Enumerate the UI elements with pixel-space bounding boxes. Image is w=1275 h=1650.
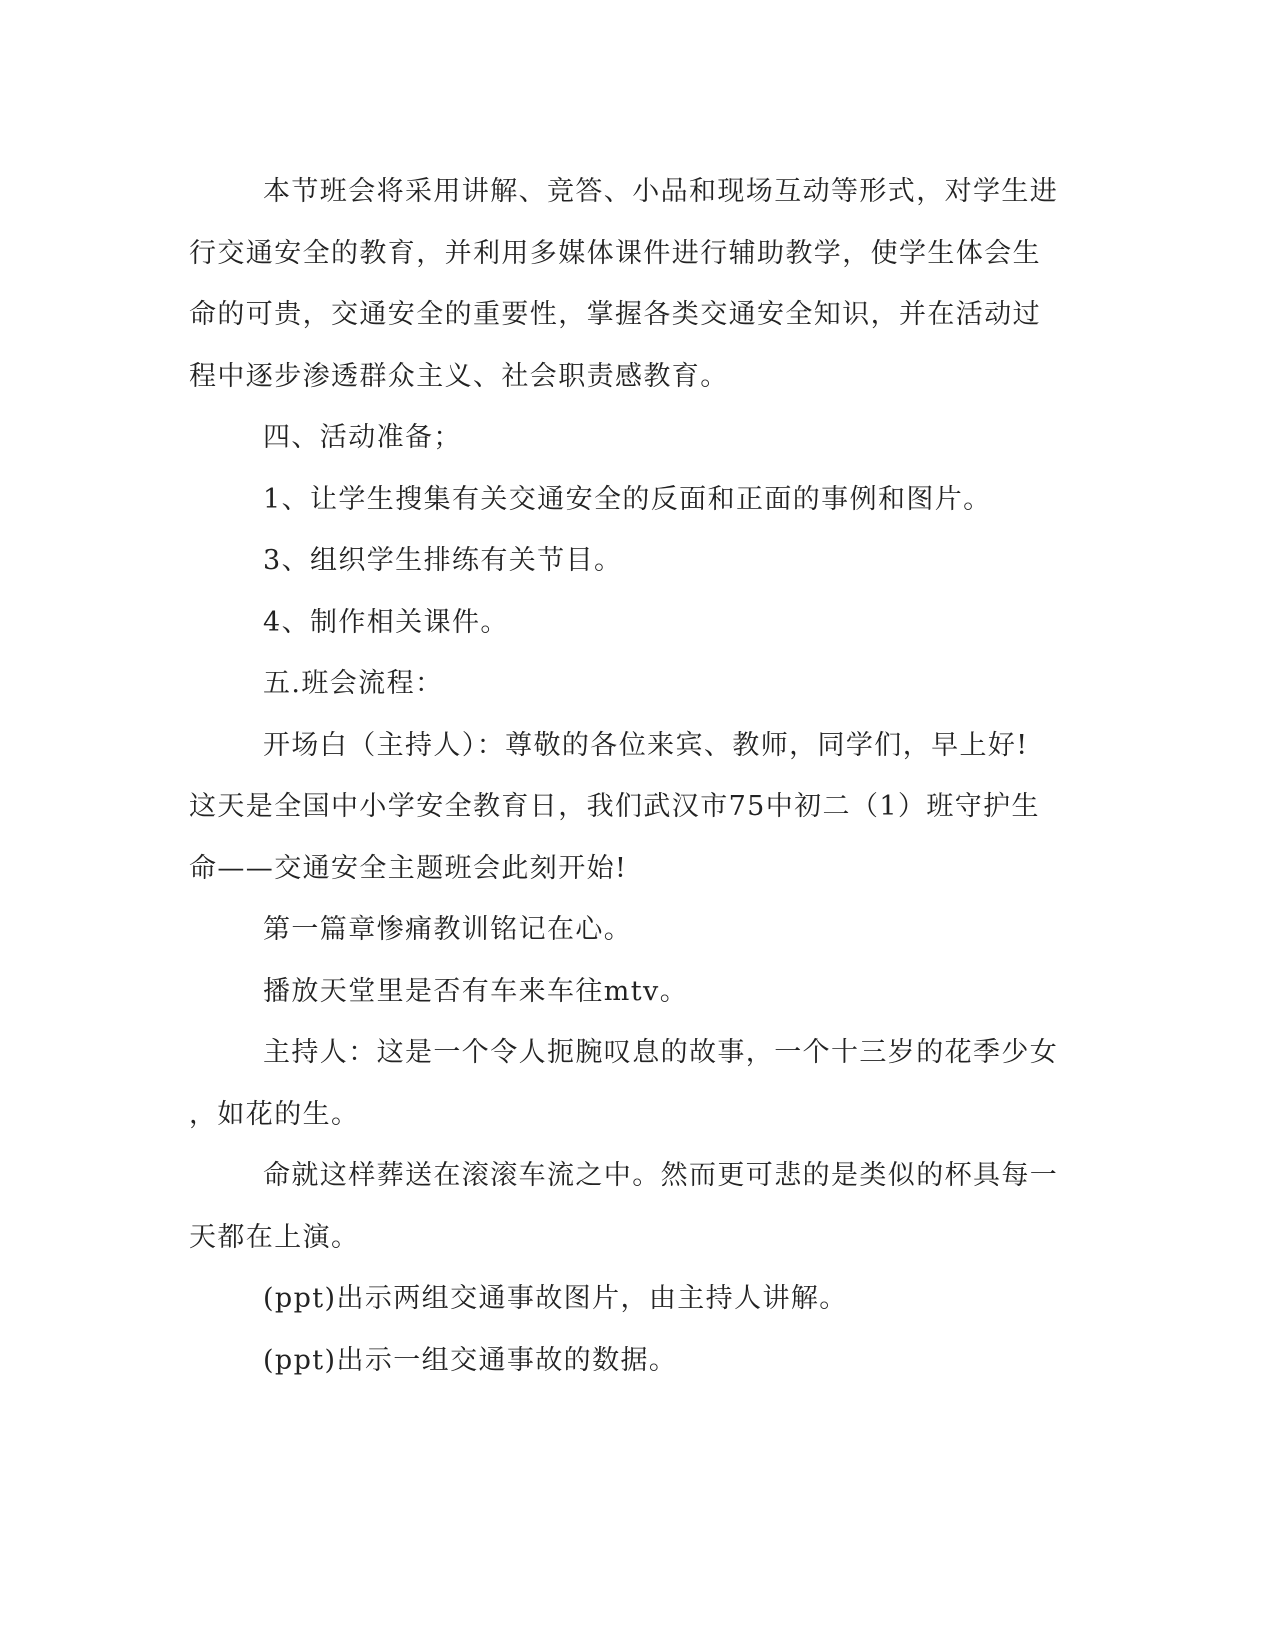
paragraph-line: 行交通安全的教育，并利用多媒体课件进行辅助教学，使学生体会生 (189, 237, 1041, 269)
document-body (189, 161, 1089, 1391)
paragraph-line: 开场白（主持人）：尊敬的各位来宾、教师，同学们，早上好! (263, 729, 1029, 761)
section-heading: 四、活动准备； (263, 422, 462, 453)
list-item: 1、让学生搜集有关交通安全的反面和正面的事例和图片。 (263, 483, 992, 515)
list-item: 3、组织学生排练有关节目。 (263, 545, 623, 576)
section-heading: 五.班会流程： (263, 668, 444, 699)
paragraph-line: 主持人：这是一个令人扼腕叹息的故事，一个十三岁的花季少女 (263, 1037, 1059, 1068)
paragraph-line: 播放天堂里是否有车来车往mtv。 (263, 975, 689, 1007)
list-item: 4、制作相关课件。 (263, 606, 509, 638)
paragraph-line: (ppt)出示一组交通事故的数据。 (263, 1344, 678, 1376)
paragraph-line: ，如花的生。 (189, 1098, 360, 1130)
paragraph-line: 这天是全国中小学安全教育日，我们武汉市75中初二（1）班守护生 (189, 791, 1040, 822)
paragraph-line: 天都在上演。 (189, 1221, 360, 1253)
paragraph-line: (ppt)出示两组交通事故图片，由主持人讲解。 (263, 1283, 848, 1314)
paragraph-line: 命就这样葬送在滚滚车流之中。然而更可悲的是类似的杯具每一 (263, 1160, 1059, 1191)
paragraph-line: 命——交通安全主题班会此刻开始! (189, 852, 628, 884)
paragraph-line: 命的可贵，交通安全的重要性，掌握各类交通安全知识，并在活动过 (189, 299, 1041, 330)
paragraph-line: 第一篇章惨痛教训铭记在心。 (263, 914, 633, 945)
paragraph-line: 本节班会将采用讲解、竞答、小品和现场互动等形式，对学生进 (263, 176, 1059, 207)
paragraph-line: 程中逐步渗透群众主义、社会职责感教育。 (189, 360, 729, 392)
